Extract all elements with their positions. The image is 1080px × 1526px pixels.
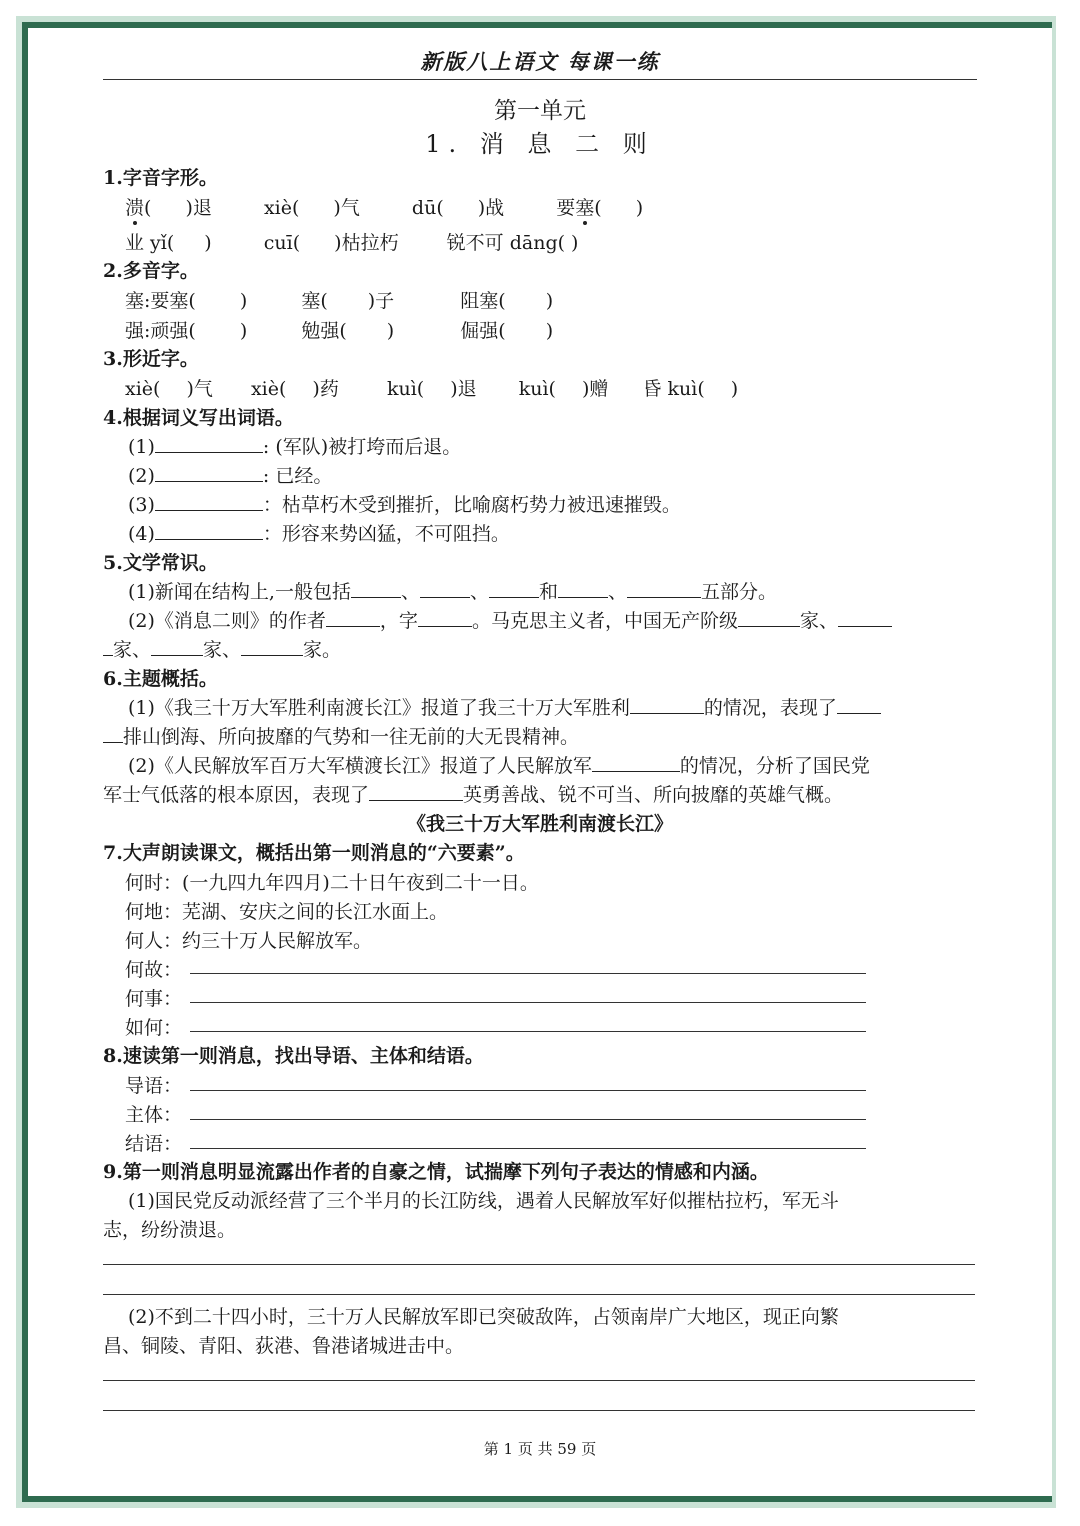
emphasis-char: 溃 <box>125 197 145 219</box>
q1-item-3a: dū( <box>411 197 444 219</box>
q4-item-1 <box>128 432 461 459</box>
q3-item-2b: )药 <box>312 378 339 400</box>
q3-item-5a: 昏 kuì( <box>642 378 705 400</box>
q3-item-5b: ) <box>730 378 739 400</box>
q2-title: 2.多音字。 <box>103 260 199 282</box>
q4-num: (2) <box>128 465 155 487</box>
q1-title: 1.字音字形。 <box>103 167 218 189</box>
q4-num: (3) <box>128 494 155 516</box>
answer-blank[interactable] <box>155 434 263 453</box>
q1-item-2b: )气 <box>333 197 360 219</box>
q5-line-2 <box>128 606 892 633</box>
q6-title: 6.主题概括。 <box>103 668 218 690</box>
q9-sentence-1-line-1: (1)国民党反动派经营了三个半月的长江防线，遇着人民解放军好似摧枯拉朽，军无斗 <box>128 1190 839 1212</box>
text: (1)新闻在结构上,一般包括 <box>128 581 351 603</box>
q2-item-5b: ) <box>386 320 395 342</box>
q1-item-6a: cuī( <box>263 232 301 254</box>
text: 和 <box>539 581 559 603</box>
text: (1)《我三十万大军胜利南渡长江》报道了我三十万大军胜利 <box>128 697 630 719</box>
q7-why-label: 何故： <box>125 959 183 981</box>
q1-item-4b: ) <box>635 197 644 219</box>
answer-blank[interactable] <box>738 608 800 627</box>
q1-item-4a: 要塞( <box>556 197 602 219</box>
q3-item-4a: kuì( <box>518 378 556 400</box>
answer-blank[interactable] <box>369 782 463 801</box>
text: 的情况，表现了 <box>703 697 837 719</box>
q3-item-1a: xiè( <box>125 378 161 400</box>
text: 排山倒海、所向披靡的气势和一往无前的大无畏精神。 <box>123 726 580 748</box>
text: 的情况，分析了国民党 <box>679 755 870 777</box>
text: 五部分。 <box>701 581 778 603</box>
text: 。马克思主义者，中国无产阶级 <box>471 610 738 632</box>
q3-item-3b: )退 <box>450 378 477 400</box>
lesson-title: 1. 消 息 二 则 <box>425 130 655 158</box>
text: (2)《人民解放军百万大军横渡长江》报道了人民解放军 <box>128 755 592 777</box>
q1-item-3b: )战 <box>477 197 505 219</box>
q7-when: 何时：(一九四九年四月)二十日午夜到二十一日。 <box>125 872 539 894</box>
q6-para-2-line-1 <box>128 751 870 778</box>
q4-definition: ：形容来势凶猛，不可阻挡。 <box>262 523 510 545</box>
text: 家、 <box>113 639 152 661</box>
q4-definition: : (军队)被打垮而后退。 <box>262 436 462 458</box>
page-header: 新版八上语文 每课一练 <box>420 49 660 74</box>
q6-para-1-line-2 <box>103 722 579 749</box>
q6-para-2-line-2 <box>103 780 843 807</box>
q7-why-answer-line[interactable] <box>190 973 866 974</box>
q4-title: 4.根据词义写出词语。 <box>103 407 294 429</box>
q1-item-1a: 溃( <box>125 197 152 219</box>
q3-row <box>125 374 738 401</box>
q1-item-6b: )枯拉朽 <box>334 232 399 254</box>
text: 军士气低落的根本原因，表现了 <box>103 784 370 806</box>
answer-blank[interactable] <box>103 637 113 656</box>
q3-title: 3.形近字。 <box>103 348 199 370</box>
unit-title: 第一单元 <box>494 98 586 124</box>
q5-title: 5.文学常识。 <box>103 552 218 574</box>
q7-title: 7.大声朗读课文，概括出第一则消息的“六要素”。 <box>103 842 525 864</box>
q3-item-3a: kuì( <box>386 378 425 400</box>
q4-item-3 <box>128 490 681 517</box>
text: ，字 <box>379 610 418 632</box>
q2-item-2a: 塞( <box>301 290 328 312</box>
q2-item-1b: ) <box>239 290 248 312</box>
text: 、 <box>469 581 489 603</box>
q2-item-5a: 勉强( <box>301 320 347 342</box>
q4-num: (4) <box>128 523 155 545</box>
q1-item-7b: ) <box>571 232 579 254</box>
q1-item-5b: ) <box>204 232 212 254</box>
text: (2)《消息二则》的作者 <box>128 610 326 632</box>
q4-item-2 <box>128 461 332 488</box>
q3-item-1b: )气 <box>186 378 213 400</box>
text: 家、 <box>799 610 838 632</box>
q2-item-4b: ) <box>239 320 248 342</box>
text: 英勇善战、锐不可当、所向披靡的英雄气概。 <box>463 784 844 806</box>
q9-answer-line-3[interactable] <box>103 1380 975 1381</box>
text: 家。 <box>303 639 342 661</box>
answer-blank[interactable] <box>151 637 203 656</box>
q8-title: 8.速读第一则消息，找出导语、主体和结语。 <box>103 1045 484 1067</box>
text: 家、 <box>203 639 242 661</box>
q2-item-6a: 倔强( <box>460 320 506 342</box>
q2-item-4a: 强:顽强( <box>125 320 196 342</box>
header-rule <box>103 79 977 80</box>
q1-item-1b: )退 <box>185 197 212 219</box>
q7-who: 何人：约三十万人民解放军。 <box>125 930 373 952</box>
q2-item-6b: ) <box>545 320 554 342</box>
answer-blank[interactable] <box>630 695 704 714</box>
q2-row1 <box>125 286 553 313</box>
q5-line-3 <box>103 635 341 662</box>
q4-definition: : 已经。 <box>262 465 333 487</box>
q2-item-3a: 阻塞( <box>460 290 506 312</box>
answer-blank[interactable] <box>627 579 701 598</box>
q7-how-label: 如何： <box>125 1017 183 1039</box>
q9-sentence-2-line-2: 昌、铜陵、青阳、荻港、鲁港诸城进击中。 <box>103 1335 465 1357</box>
answer-blank[interactable] <box>592 753 680 772</box>
q8-body-label: 主体： <box>125 1104 183 1126</box>
text: 、 <box>608 581 628 603</box>
q1-row1 <box>125 193 643 220</box>
q5-line-1 <box>128 577 777 604</box>
q4-num: (1) <box>128 436 155 458</box>
section-title: 《我三十万大军胜利南渡长江》 <box>406 813 673 835</box>
q3-item-4b: )赠 <box>581 378 609 400</box>
answer-blank[interactable] <box>351 579 401 598</box>
q7-what-answer-line[interactable] <box>190 1002 866 1003</box>
answer-blank[interactable] <box>326 608 380 627</box>
q3-item-2a: xiè( <box>250 378 287 400</box>
q9-title: 9.第一则消息明显流露出作者的自豪之情，试揣摩下列句子表达的情感和内涵。 <box>103 1161 769 1183</box>
q8-lead-answer-line[interactable] <box>190 1090 866 1091</box>
page-footer: 第 1 页 共 59 页 <box>483 1440 597 1458</box>
q9-answer-line-2[interactable] <box>103 1294 975 1295</box>
answer-blank[interactable] <box>838 608 892 627</box>
answer-blank[interactable] <box>155 463 263 482</box>
q1-item-5a: 业 yǐ( <box>125 232 175 254</box>
q7-what-label: 何事： <box>125 988 183 1010</box>
answer-blank[interactable] <box>155 492 263 511</box>
answer-blank[interactable] <box>155 521 263 540</box>
q7-how-answer-line[interactable] <box>190 1031 866 1032</box>
q4-item-4 <box>128 519 510 546</box>
answer-blank[interactable] <box>103 724 123 743</box>
q1-item-2a: xiè( <box>263 197 300 219</box>
q8-lead-label: 导语： <box>125 1075 183 1097</box>
q8-body-answer-line[interactable] <box>190 1119 866 1120</box>
q2-item-1a: 塞:要塞( <box>125 290 196 312</box>
q9-answer-line-1[interactable] <box>103 1264 975 1265</box>
q9-sentence-2-line-1: (2)不到二十四小时，三十万人民解放军即已突破敌阵，占领南岸广大地区，现正向繁 <box>128 1306 839 1328</box>
worksheet-page <box>28 28 1052 1496</box>
q7-where: 何地：芜湖、安庆之间的长江水面上。 <box>125 901 449 923</box>
answer-blank[interactable] <box>558 579 608 598</box>
text: 、 <box>400 581 420 603</box>
answer-blank[interactable] <box>418 608 472 627</box>
q2-item-3b: ) <box>545 290 554 312</box>
q6-para-1-line-1 <box>128 693 881 720</box>
q1-item-7a: 锐不可 dāng( <box>446 232 566 254</box>
answer-blank[interactable] <box>241 637 303 656</box>
q8-end-answer-line[interactable] <box>190 1148 866 1149</box>
answer-blank[interactable] <box>489 579 539 598</box>
q9-answer-line-4[interactable] <box>103 1410 975 1411</box>
emphasis-char: 塞 <box>575 197 595 219</box>
q2-item-2b: )子 <box>367 290 395 312</box>
q8-end-label: 结语： <box>125 1133 183 1155</box>
q9-sentence-1-line-2: 志，纷纷溃退。 <box>103 1219 237 1241</box>
q1-row2 <box>125 228 578 255</box>
q2-row2 <box>125 316 553 343</box>
answer-blank[interactable] <box>837 695 881 714</box>
q4-definition: ：枯草朽木受到摧折，比喻腐朽势力被迅速摧毁。 <box>262 494 681 516</box>
answer-blank[interactable] <box>420 579 470 598</box>
